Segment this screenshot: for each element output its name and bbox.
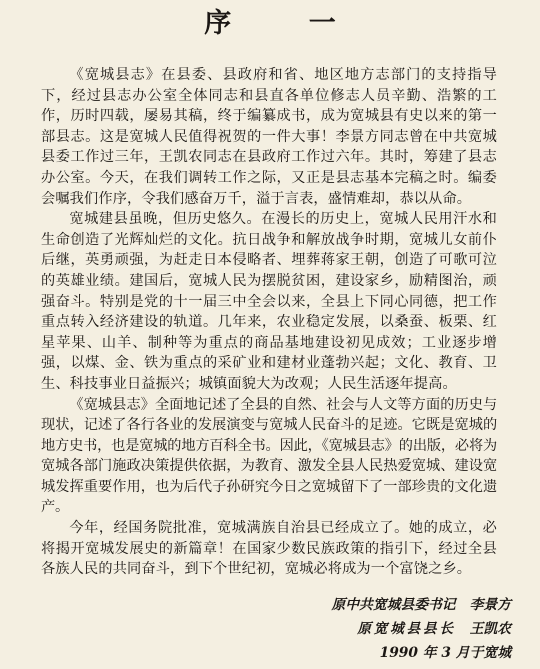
signature-name-2: 王凯农 [469, 621, 511, 637]
signature-line-1 [221, 594, 511, 616]
signature-name-1: 李景方 [469, 597, 511, 613]
preface-body [41, 65, 497, 580]
paragraph-3: 《宽城县志》全面地记述了全县的自然、社会与人文等方面的历史与现状，记述了各行各业的发展演变与宽城人民奋斗的足迹。它既是宽城的地方史书，也是宽城的地方百科全书。因此，《宽城县志》的出版，必将为宽城各部门施政决策提供依据，为教育、激发全县人民热爱宽城、建设宽城发挥重要作用，也为后代子孙研究今日之宽城留下了一部珍贵的文化遗产。 [41, 396, 497, 516]
page-title: 序 一 [204, 8, 370, 39]
paragraph-4: 今年，经国务院批准，宽城满族自治县已经成立了。她的成立，必将揭开宽城发展史的新篇章！在国家少数民族政策的指引下，经过全县各族人民的共同奋斗，到下个世纪初，宽城必将成为一个富饶之乡。 [41, 520, 497, 578]
paragraph-1: 《宽城县志》在县委、县政府和省、地区地方志部门的支持指导下，经过县志办公室全体同志和县直各单位修志人员辛勤、浩繁的工作，历时四载，屡易其稿，终于编纂成书，成为宽城县有史以来的第一部县志。这是宽城人民值得祝贺的一件大事！李景方同志曾在中共宽城县委工作过三年，王凯农同志在县政府工作过六年。其时，筹建了县志办公室。今天，在我们调转工作之际，又正是县志基本完稿之时。编委会嘱我们作序，令我们感奋万千，溢于言表，盛情难却，恭以从命。 [41, 67, 497, 207]
signature-date-line [221, 642, 511, 664]
signature-role-1: 原中共宽城县委书记 [331, 597, 456, 613]
paragraph-2: 宽城建县虽晚，但历史悠久。在漫长的历史上，宽城人民用汗水和生命创造了光辉灿烂的文化。抗日战争和解放战争时期，宽城儿女前仆后继，英勇顽强，为赶走日本侵略者、埋葬蒋家王朝，创造了可歌可泣的英雄业绩。建国后，宽城人民为摆脱贫困，建设家乡，励精图治，顽强奋斗。特别是党的十一届三中全会以来，全县上下同心同德，把工作重点转入经济建设的轨道。几年来，农业稳定发展，以桑蚕、板栗、红星苹果、山羊、制种等为重点的商品基地建设初见成效；工业逐步增强，以煤、金、铁为重点的采矿业和建材业蓬勃兴起；文化、教育、卫生、科技事业日益振兴；城镇面貌大为改观；人民生活逐年提高。 [41, 211, 497, 392]
signature-role-2: 原宽城县县长 [357, 621, 456, 637]
signature-line-2 [221, 618, 511, 640]
signature-date: 1990 年 3 月于宽城 [379, 645, 511, 661]
